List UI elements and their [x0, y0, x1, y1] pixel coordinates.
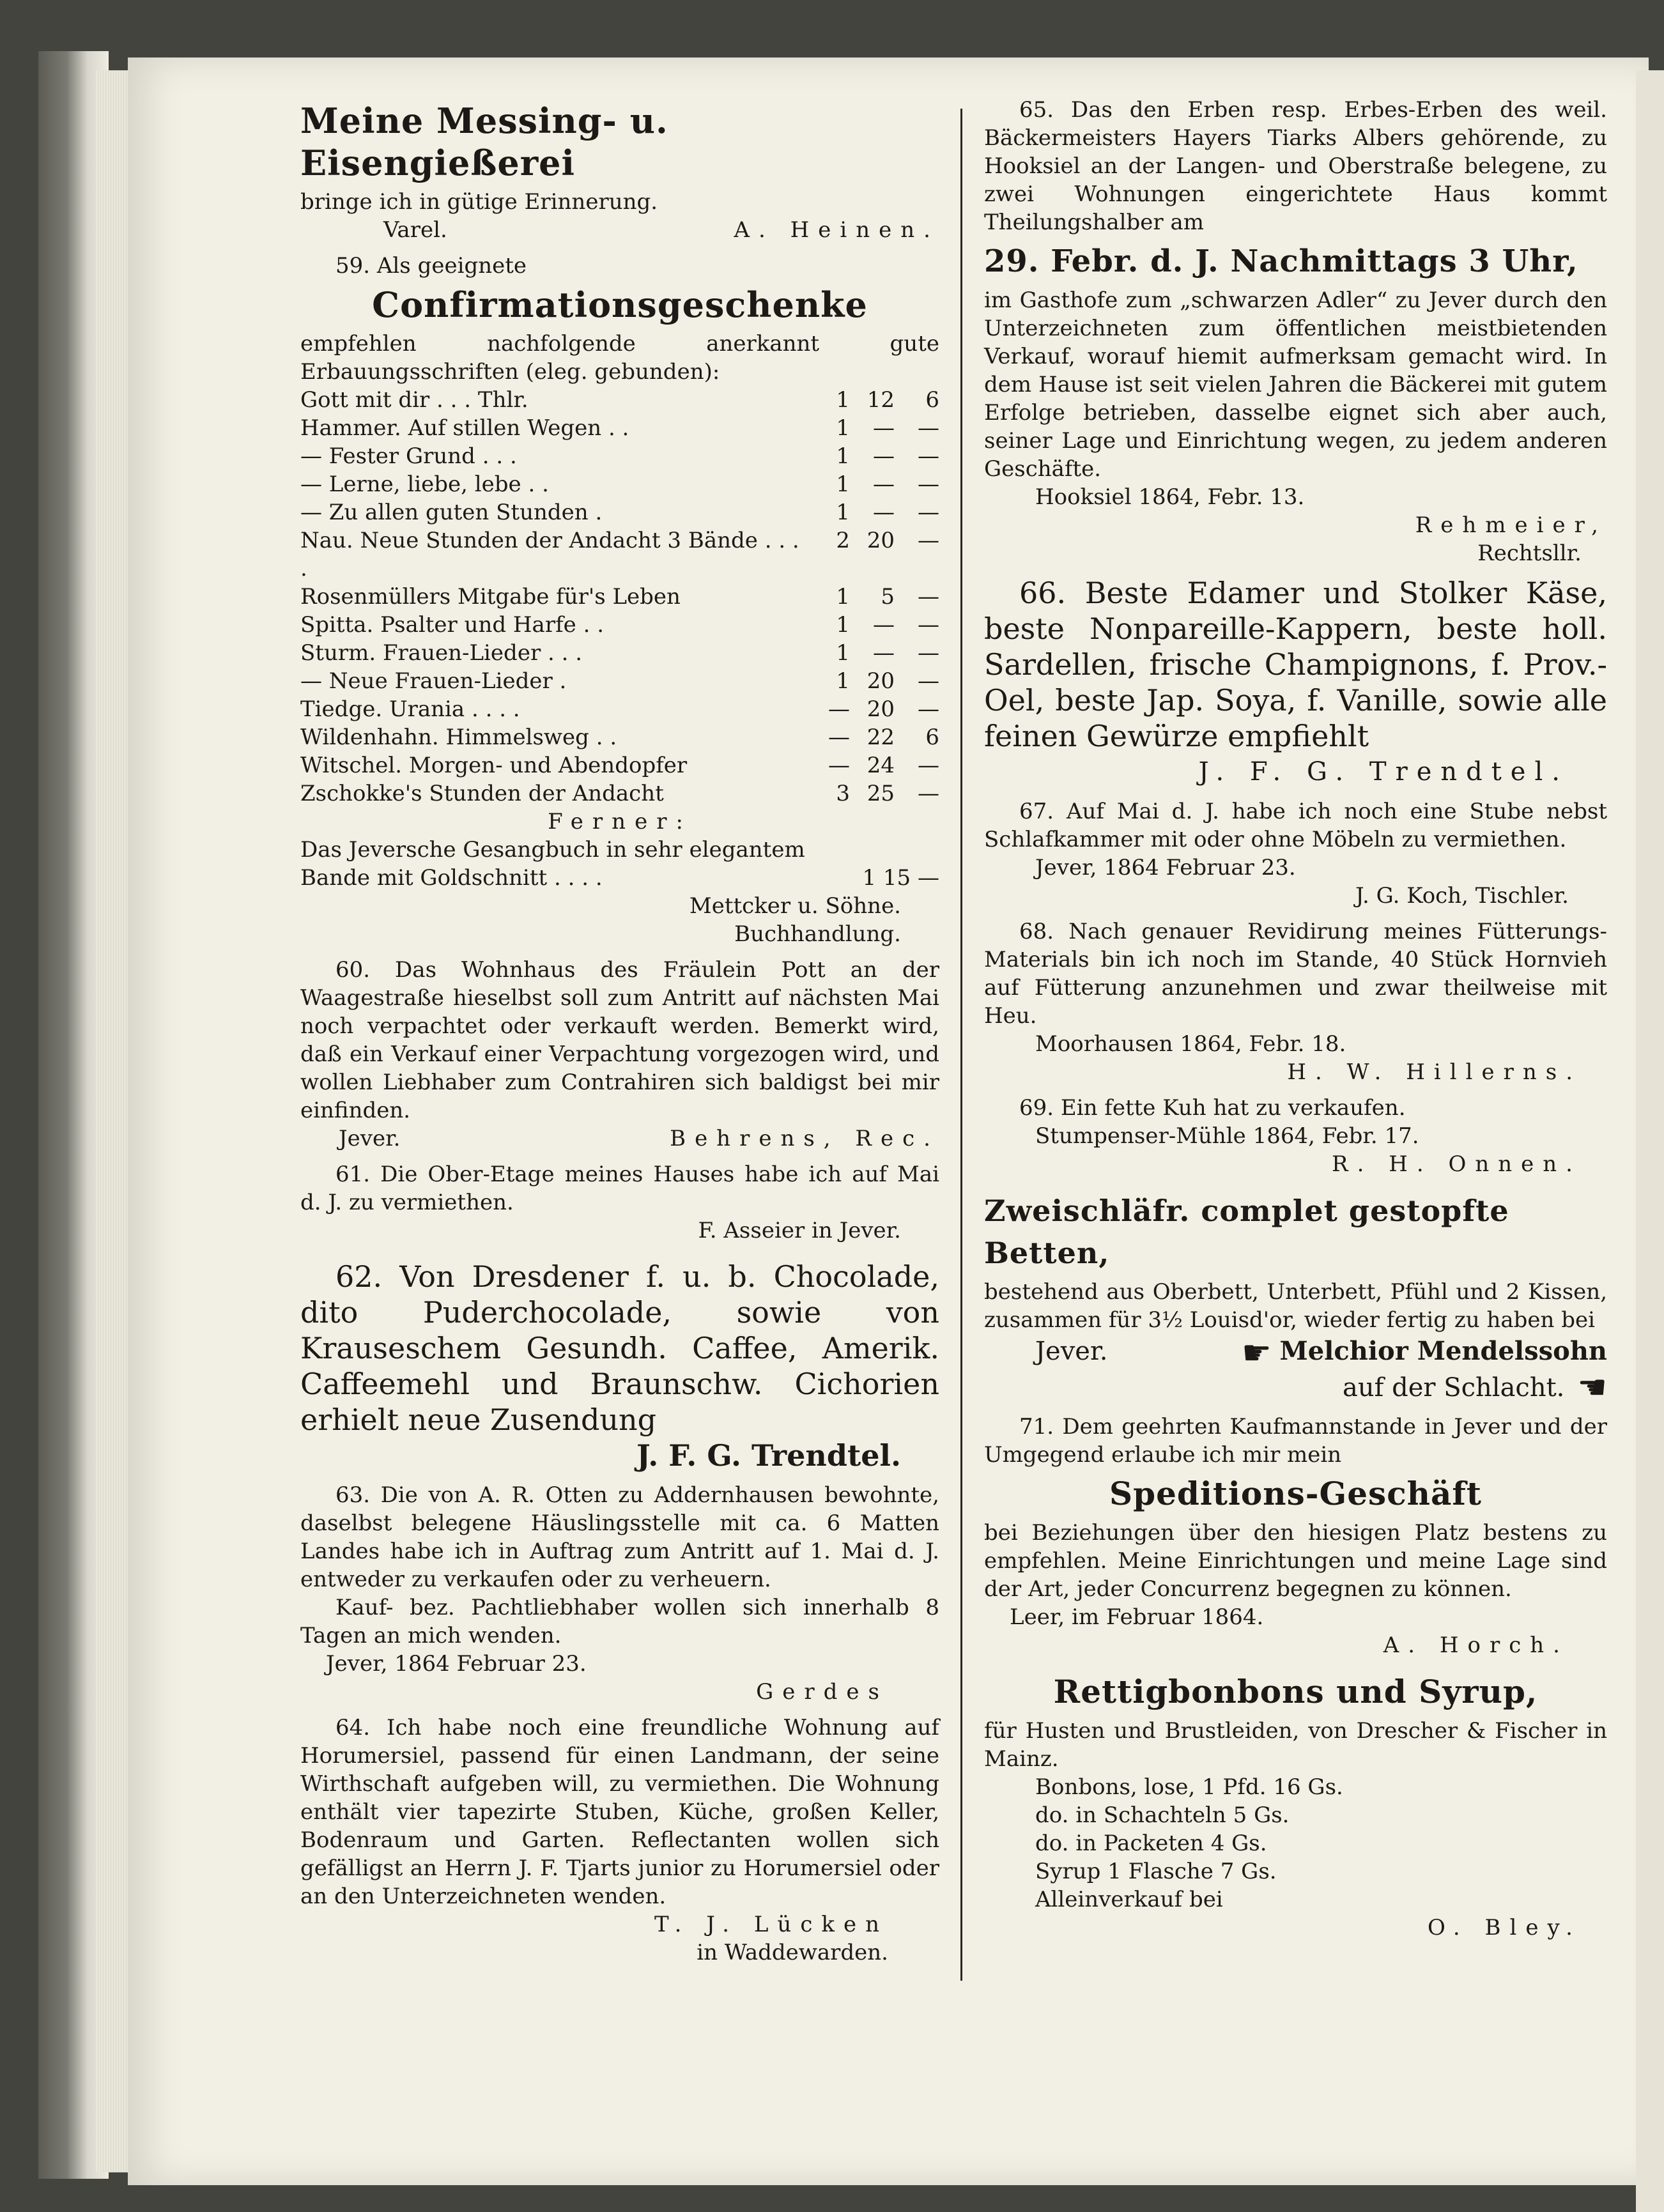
ad-rettig [984, 1671, 1607, 1942]
ad-headline: Meine Messing- u. Eisengießerei [300, 100, 668, 183]
ad-text: 63. Die von A. R. Otten zu Addernhausen bewohnte, daselbst belegene Häuslingsstelle mit ca. 6 Matten Landes habe ich in Auftrag zum Antritt auf 1. Mai d. J. entweder zu verkaufen oder zu verheuern. [300, 1482, 939, 1592]
book-title: Hammer. Auf stillen Wegen . . [300, 415, 629, 441]
price-groschen: 5 [881, 584, 895, 610]
price-line: do. in Packeten 4 Gs. [1035, 1831, 1267, 1856]
price-pfennig: — [918, 500, 939, 525]
price-pfennig: — [918, 640, 939, 666]
book-title: Wildenhahn. Himmelsweg . . [300, 725, 617, 750]
ad-68 [984, 918, 1607, 1086]
column-divider [960, 109, 962, 1981]
ad-date: Hooksiel 1864, Febr. 13. [1035, 484, 1305, 510]
ad-text: 65. Das den Erben resp. Erbes-Erben des weil. Bäckermeisters Hayers Tiarks Albers gehörende, zu Hooksiel an der Langen- und Oberstraße belegene, zu zwei Wohnungen eingerichtete Haus kommt Theilungshalber am [984, 97, 1607, 235]
ad-headline: Speditions-Geschäft [1109, 1475, 1482, 1512]
price-groschen: 12 [867, 387, 895, 413]
ad-signature: Rehmeier, [1415, 512, 1607, 538]
ad-number: 59. Als geeignete [335, 253, 527, 279]
ad-headline: Rettigbonbons und Syrup, [1053, 1673, 1538, 1710]
price-thaler: 1 [836, 668, 850, 694]
ad-signature: A. Horch. [1383, 1632, 1569, 1658]
ad-place: Varel. [383, 217, 447, 243]
price-pfennig: — [918, 781, 939, 806]
ad-date: Moorhausen 1864, Febr. 18. [1035, 1031, 1346, 1057]
ad-text-2: im Gasthofe zum „schwarzen Adler“ zu Jever durch den Unterzeichneten zum öffentlichen meistbietenden Verkauf, worauf hiemit aufmerksam gemacht wird. In dem Hause ist seit vielen Jahren die Bäckerei mit gutem Erfolge betrieben, dasselbe eignet sich aber auch, seiner Lage und Einrichtung wegen, zu jedem anderen Geschäfte. [984, 288, 1607, 482]
book-row [300, 780, 939, 808]
ad-signature-line2: in Waddewarden. [697, 1940, 888, 1965]
price-groschen: — [873, 443, 895, 469]
ad-64 [300, 1714, 939, 1967]
book-row [300, 667, 939, 695]
book-row [300, 639, 939, 667]
price-groschen: — [873, 415, 895, 441]
ad-text: 61. Die Ober-Etage meines Hauses habe ich auf Mai d. J. zu vermiethen. [300, 1162, 939, 1215]
pointing-hand-icon: ☚ [1577, 1369, 1607, 1407]
price-list [984, 1773, 1607, 1886]
ad-text: 68. Nach genauer Revidirung meines Fütterungs-Materials bin ich noch im Stande, 40 Stück Hornvieh auf Fütterung anzunehmen und zwar theilweise mit Heu. [984, 919, 1607, 1029]
left-column [300, 96, 939, 1967]
price-thaler: 1 [836, 443, 850, 469]
book-title: Nau. Neue Stunden der Andacht 3 Bände . . . . [300, 528, 799, 581]
price-thaler: 3 [836, 781, 850, 806]
price-groschen: 20 [867, 528, 895, 553]
ad-text: 62. Von Dresdener f. u. b. Chocolade, dito Puderchocolade, sowie von Krauseschem Gesundh. Caffee, Amerik. Caffeemehl und Braunschw. Cichorien erhielt neue Zusendung [300, 1259, 939, 1437]
price-pfennig: — [918, 528, 939, 553]
ad-text: 71. Dem geehrten Kaufmannstande in Jever und der Umgegend erlaube ich mir mein [984, 1414, 1607, 1468]
price-pfennig: — [918, 612, 939, 638]
book-price-list [300, 386, 939, 808]
ad-headline: Confirmationsgeschenke [372, 284, 868, 325]
ad-text: für Husten und Brustleiden, von Drescher & Fischer in Mainz. [984, 1718, 1607, 1772]
ad-66 [984, 575, 1607, 790]
price-thaler: — [828, 725, 850, 750]
price-groschen: 25 [867, 781, 895, 806]
pointing-hand-icon: ☛ [1242, 1334, 1272, 1372]
price-thaler: — [828, 753, 850, 778]
price-pfennig: — [918, 472, 939, 497]
ad-65 [984, 96, 1607, 567]
ad-signature: J. F. G. Trendtel. [636, 1438, 901, 1473]
book-title: Gott mit dir . . . Thlr. [300, 387, 528, 413]
ad-69 [984, 1094, 1607, 1178]
ad-text: 66. Beste Edamer und Stolker Käse, beste Nonpareille-Kappern, beste holl. Sardellen, frische Champignons, f. Prov.-Oel, beste Jap. Soya, f. Vanille, sowie alle feinen Gewürze empfiehlt [984, 576, 1607, 753]
ad-signature: Mettcker u. Söhne. [689, 893, 901, 919]
ad-date: Jever, 1864 Februar 23. [1035, 855, 1296, 880]
price-thaler: 1 [836, 584, 850, 610]
price-pfennig: — [918, 696, 939, 722]
book-row [300, 611, 939, 639]
ad-signature-line2: Rechtsllr. [1477, 541, 1582, 566]
price-line: Syrup 1 Flasche 7 Gs. [1035, 1859, 1277, 1884]
gesangbuch-price: 1 15 — [862, 865, 939, 891]
ad-signature: F. Asseier in Jever. [698, 1218, 901, 1243]
book-row [300, 583, 939, 611]
ferner-heading: Ferner: [548, 809, 692, 834]
ad-text: 67. Auf Mai d. J. habe ich noch eine Stube nebst Schlafkammer mit oder ohne Möbeln zu vermiethen. [984, 799, 1607, 852]
ad-date: Jever, 1864 Februar 23. [326, 1651, 587, 1677]
price-groschen: 24 [867, 753, 895, 778]
ad-text-2: Alleinverkauf bei [1035, 1887, 1223, 1912]
book-title: Zschokke's Stunden der Andacht [300, 781, 664, 806]
ad-headline: Zweischläfr. complet gestopfte Betten, [984, 1194, 1509, 1270]
ad-signature: Melchior Mendelssohn [1279, 1336, 1607, 1366]
book-title: Sturm. Frauen-Lieder . . . [300, 640, 583, 666]
ad-date-headline: 29. Febr. d. J. Nachmittags 3 Uhr, [984, 243, 1578, 279]
ad-text: 69. Ein fette Kuh hat zu verkaufen. [1019, 1095, 1406, 1121]
ad-text: empfehlen nachfolgende anerkannt gute Erbauungsschriften (eleg. gebunden): [300, 331, 939, 385]
book-row [300, 723, 939, 751]
ad-date: Leer, im Februar 1864. [1010, 1604, 1264, 1630]
ad-70 [984, 1190, 1607, 1405]
ad-71 [984, 1413, 1607, 1659]
ad-text: bestehend aus Oberbett, Unterbett, Pfühl und 2 Kissen, zusammen für 3½ Louisd'or, wieder fertig zu haben bei [984, 1279, 1607, 1333]
price-line: Bonbons, lose, 1 Pfd. 16 Gs. [1035, 1774, 1343, 1800]
book-row [300, 414, 939, 442]
ad-signature: J. F. G. Trendtel. [1198, 757, 1569, 787]
ad-67 [984, 797, 1607, 910]
book-row [300, 695, 939, 723]
price-thaler: 1 [836, 387, 850, 413]
ad-signature: T. J. Lücken [654, 1912, 888, 1937]
price-groschen: — [873, 612, 895, 638]
ad-text-2: Kauf- bez. Pachtliebhaber wollen sich innerhalb 8 Tagen an mich wenden. [300, 1595, 939, 1648]
price-groschen: 20 [867, 696, 895, 722]
price-groschen: 20 [867, 668, 895, 694]
ad-signature-line2: Buchhandlung. [734, 921, 901, 947]
price-groschen: — [873, 500, 895, 525]
book-row [300, 526, 939, 583]
book-title: Spitta. Psalter und Harfe . . [300, 612, 605, 638]
book-row [300, 470, 939, 498]
price-thaler: 1 [836, 640, 850, 666]
book-title: — Zu allen guten Stunden . [300, 500, 603, 525]
ad-signature: Gerdes [756, 1679, 888, 1705]
book-title: — Fester Grund . . . [300, 443, 517, 469]
price-groschen: — [873, 472, 895, 497]
ad-text: bringe ich in gütige Erinnerung. [300, 189, 658, 215]
ad-signature: Behrens, Rec. [670, 1126, 939, 1151]
book-title: Tiedge. Urania . . . . [300, 696, 520, 722]
book-title: — Lerne, liebe, lebe . . [300, 472, 549, 497]
ad-signature: J. G. Koch, Tischler. [1355, 883, 1569, 909]
ad-messing [300, 100, 939, 244]
ad-signature: A. Heinen. [734, 217, 939, 243]
book-row [300, 386, 939, 414]
ad-signature: O. Bley. [1428, 1915, 1582, 1940]
book-title: — Neue Frauen-Lieder . [300, 668, 567, 694]
book-title: Rosenmüllers Mitgabe für's Leben [300, 584, 681, 610]
price-line: do. in Schachteln 5 Gs. [1035, 1802, 1290, 1828]
ad-signature: H. W. Hillerns. [1287, 1059, 1582, 1085]
price-thaler: 2 [836, 528, 850, 553]
ad-62 [300, 1259, 939, 1473]
price-thaler: 1 [836, 415, 850, 441]
price-pfennig: 6 [925, 725, 939, 750]
ad-60 [300, 956, 939, 1153]
gesangbuch-text: Das Jeversche Gesangbuch in sehr elegantem Bande mit Goldschnitt . . . . [300, 837, 805, 891]
price-thaler: 1 [836, 612, 850, 638]
ad-signature: R. H. Onnen. [1332, 1151, 1582, 1177]
right-column [984, 96, 1607, 1942]
price-thaler: — [828, 696, 850, 722]
book-title: Witschel. Morgen- und Abendopfer [300, 753, 688, 778]
ad-place: Jever. [339, 1126, 401, 1151]
book-row [300, 498, 939, 526]
book-row [300, 442, 939, 470]
price-groschen: — [873, 640, 895, 666]
price-pfennig: — [918, 753, 939, 778]
book-row [300, 751, 939, 780]
ad-place: Jever. [1035, 1337, 1108, 1366]
ad-63 [300, 1481, 939, 1706]
ad-59 [300, 252, 939, 948]
price-pfennig: — [918, 443, 939, 469]
ad-text-2: bei Beziehungen über den hiesigen Platz bestens zu empfehlen. Meine Einrichtungen und meine Lage sind der Art, jeder Concurrenz begegnen zu können. [984, 1520, 1607, 1602]
ad-text: 64. Ich habe noch eine freundliche Wohnung auf Horumersiel, passend für einen Landmann, der seine Wirthschaft aufgeben will, zu vermiethen. Die Wohnung enthält vier tapezirte Stuben, Küche, großen Keller, Bodenraum und Garten. Reflectanten wollen sich gefälligst an Herrn J. F. Tjarts junior zu Horumersiel oder an den Unterzeichneten wenden. [300, 1715, 939, 1909]
price-pfennig: — [918, 668, 939, 694]
price-pfennig: — [918, 415, 939, 441]
price-groschen: 22 [867, 725, 895, 750]
next-page-edge [1636, 70, 1664, 2212]
ad-signature-line2: auf der Schlacht. [1342, 1373, 1565, 1402]
price-thaler: 1 [836, 472, 850, 497]
ad-text: 60. Das Wohnhaus des Fräulein Pott an der Waagestraße hieselbst soll zum Antritt auf nächsten Mai noch verpachtet oder verkauft werden. Bemerkt wird, daß ein Verkauf einer Verpachtung vorgezogen wird, und wollen Liebhaber zum Contrahiren sich baldigst bei mir einfinden. [300, 957, 939, 1123]
ad-date: Stumpenser-Mühle 1864, Febr. 17. [1035, 1123, 1419, 1149]
price-pfennig: 6 [925, 387, 939, 413]
ad-61 [300, 1160, 939, 1245]
price-thaler: 1 [836, 500, 850, 525]
price-pfennig: — [918, 584, 939, 610]
